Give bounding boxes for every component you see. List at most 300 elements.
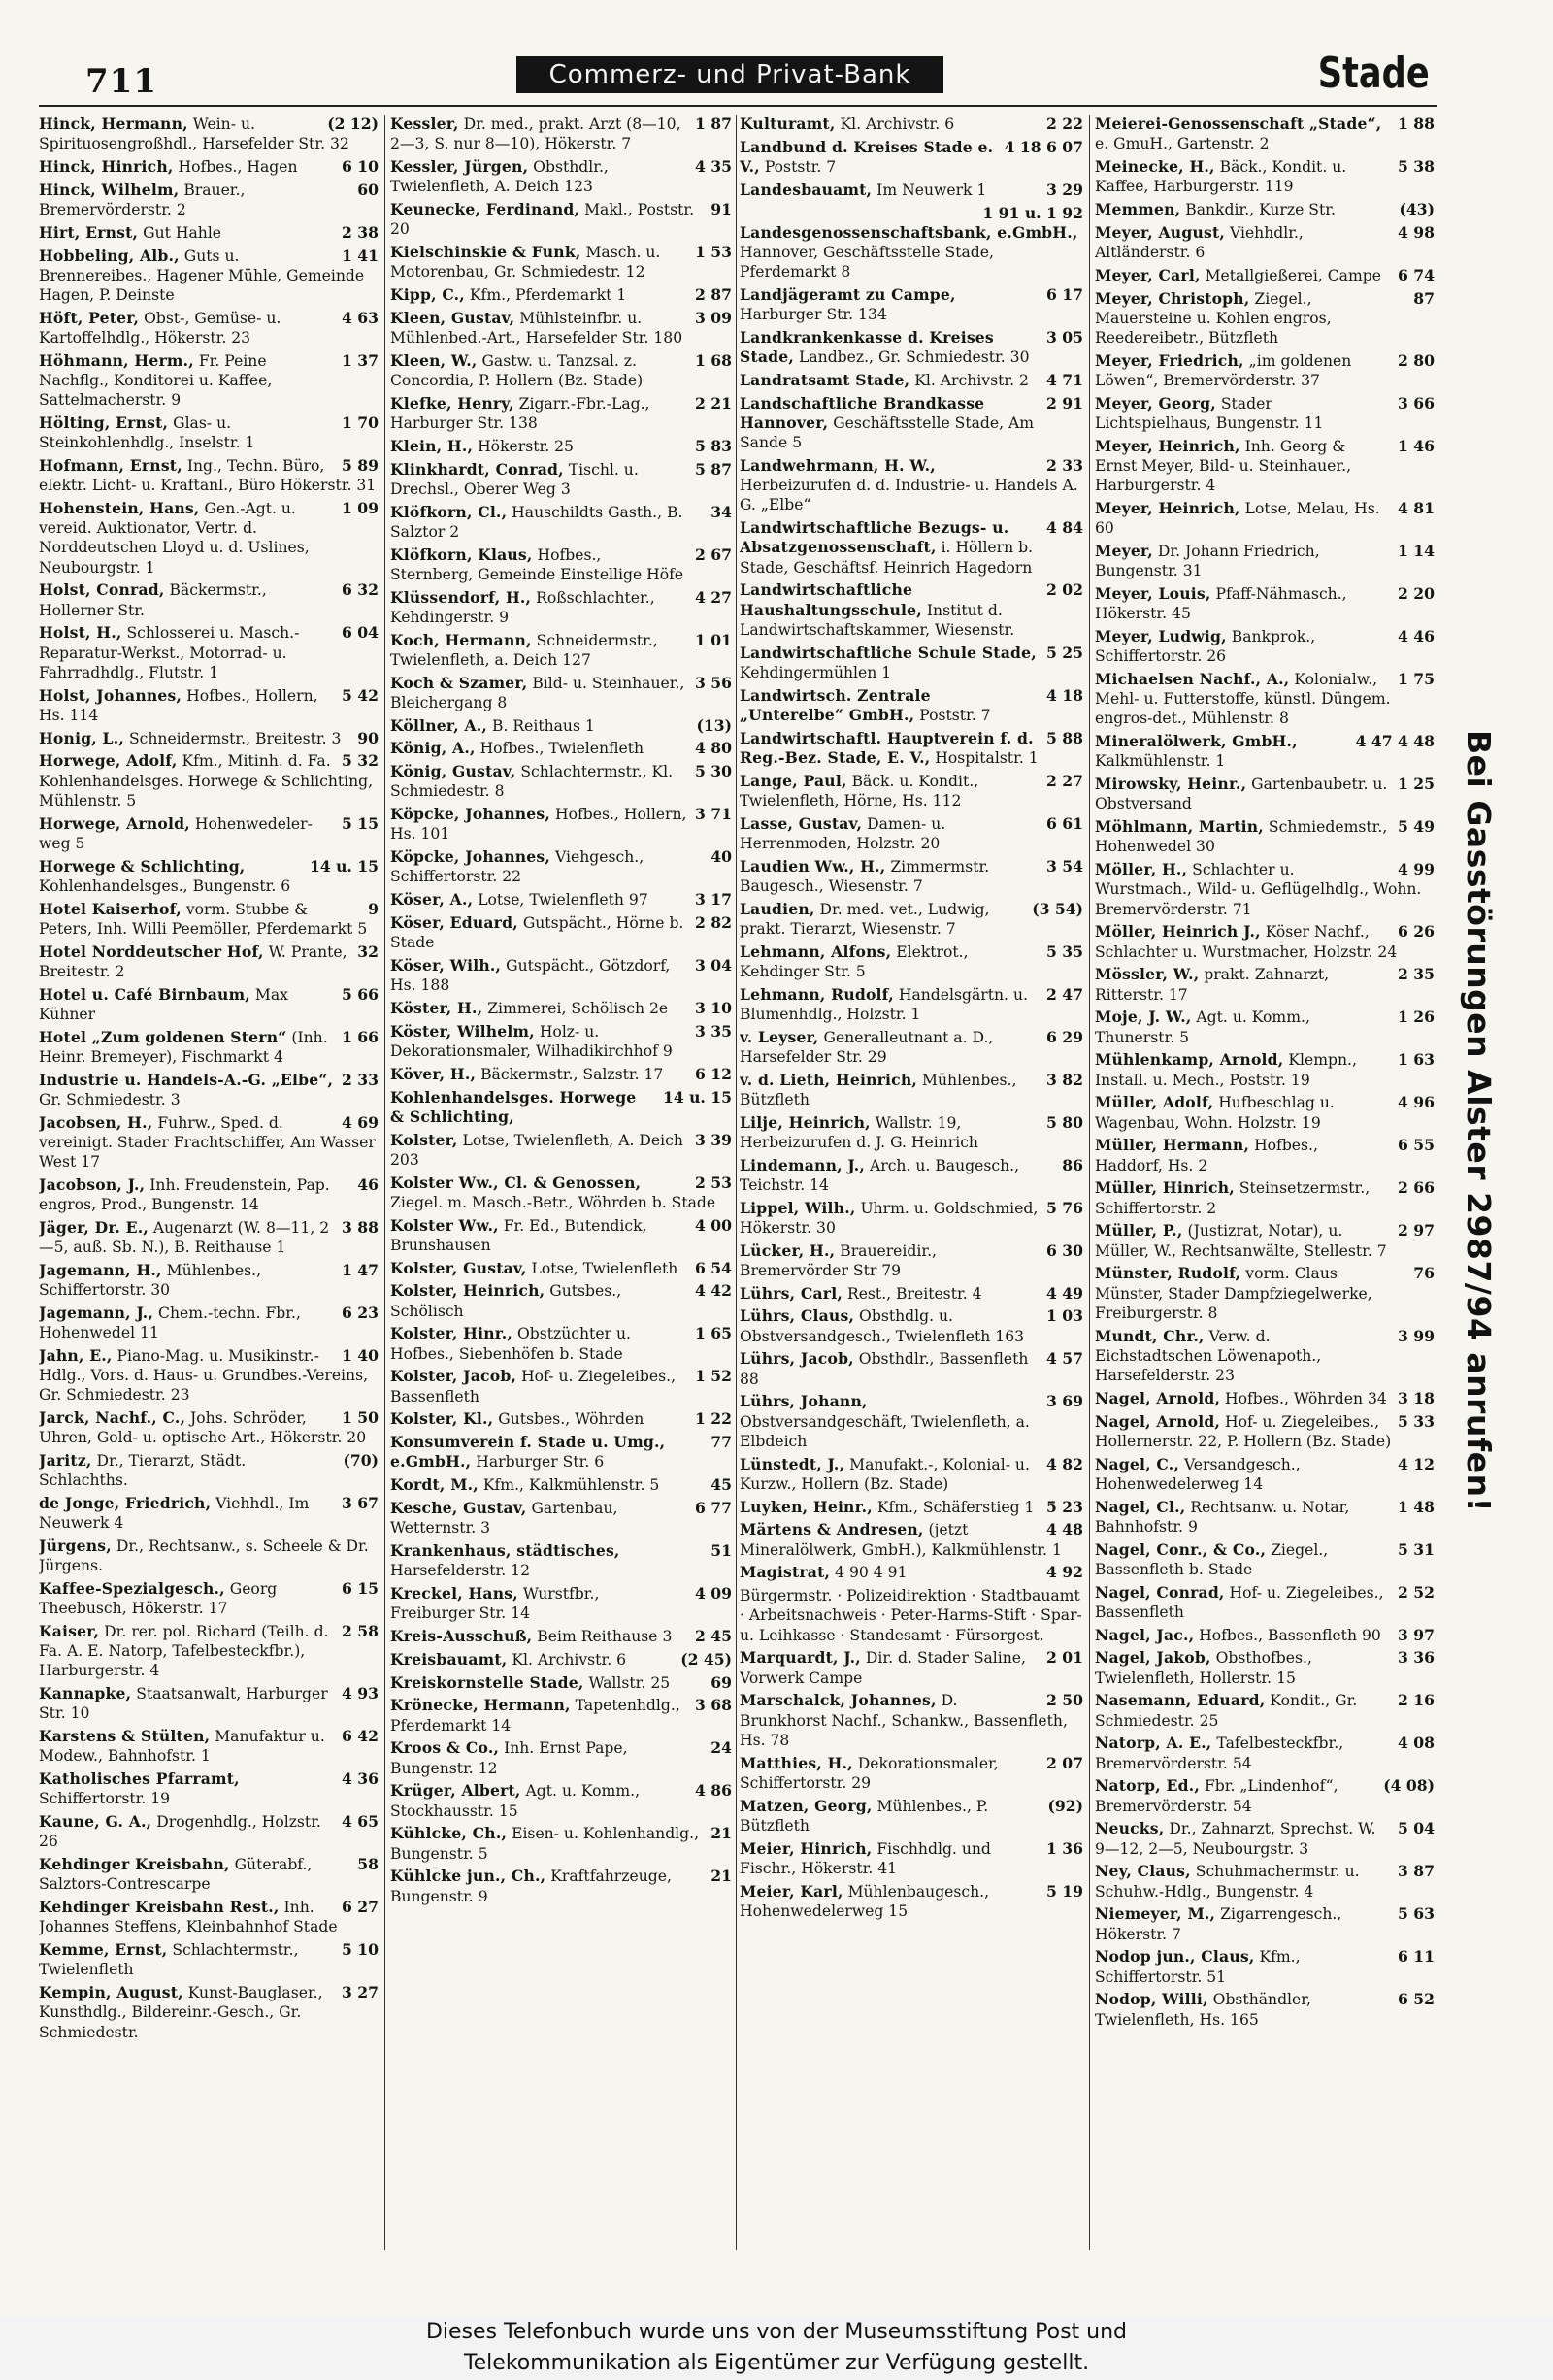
entry-name: Kolster, Gustav, xyxy=(390,1258,527,1277)
entry-details: Brauer., Bremervörderstr. 2 xyxy=(39,181,246,218)
entry-name: Kipp, C., xyxy=(390,285,465,304)
phone-number: 2 97 xyxy=(1398,1221,1435,1240)
phone-number: 4 69 xyxy=(342,1112,379,1132)
phone-number: 1 87 xyxy=(695,115,732,133)
entry-details: Hofbes., Hollern, Hs. 101 xyxy=(390,806,687,843)
phone-number: 1 14 xyxy=(1398,542,1435,560)
entry-name: Kühlcke, Ch., xyxy=(390,1824,508,1843)
entry-details: vorm. Stubbe & Peters, Inh. Willi Peemöller, Pferdemarkt 5 xyxy=(39,900,368,938)
entry-name: Lehmann, Alfons, xyxy=(740,942,892,961)
directory-entry xyxy=(39,985,379,1028)
directory-entry xyxy=(39,1346,379,1408)
entry-name: Müller, P., xyxy=(1095,1221,1183,1240)
entry-name: Kohlenhandelsges. Horwege & Schlichting, xyxy=(390,1087,637,1126)
entry-name: Kannapke, xyxy=(39,1684,132,1703)
directory-entry xyxy=(390,1499,732,1541)
phone-number: 4 98 xyxy=(1398,222,1435,242)
directory-entry xyxy=(1095,1776,1435,1819)
entry-name: Landwirtsch. Zentrale „Unterelbe“ GmbH., xyxy=(740,685,931,724)
entry-details: Kl. Archivstr. 2 xyxy=(914,372,1029,389)
entry-name: Kreiskornstelle Stade, xyxy=(390,1672,584,1692)
entry-details: Gutspächt., Götzdorf, Hs. 188 xyxy=(390,956,671,995)
directory-entry xyxy=(39,413,379,456)
directory-entry xyxy=(1095,860,1435,922)
phone-number: 3 71 xyxy=(695,805,732,824)
entry-details: Kfm., Pferdemarkt 1 xyxy=(469,286,627,304)
entry-details: Stader Lichtspielhaus, Bungenstr. 11 xyxy=(1095,394,1324,432)
directory-entry xyxy=(1095,1990,1435,2033)
directory-column-3 xyxy=(740,115,1083,2260)
entry-name: Kolster, xyxy=(390,1130,458,1149)
entry-name: Lasse, Gustav, xyxy=(740,813,863,833)
phone-number: 46 xyxy=(357,1174,379,1194)
entry-details: Kehdingermühlen 1 xyxy=(740,663,892,681)
directory-entry xyxy=(390,890,732,913)
directory-entry xyxy=(390,1475,732,1499)
entry-name: Kreis-Ausschuß, xyxy=(390,1626,533,1645)
directory-entry xyxy=(740,1648,1083,1691)
entry-details: Inh. Johannes Steffens, Kleinbahnhof Stade xyxy=(39,1899,338,1936)
entry-details: Manufakt.-, Kolonial- u. Kurzw., Hollern (Bz. Stade) xyxy=(740,1455,1030,1493)
directory-entry xyxy=(390,674,732,716)
entry-name: König, Gustav, xyxy=(390,762,516,781)
entry-details: Hauschildts Gasth., B. Salztor 2 xyxy=(390,503,683,541)
phone-number: 3 09 xyxy=(695,308,732,327)
directory-entry xyxy=(39,580,379,623)
directory-entry xyxy=(39,1983,379,2045)
entry-name: Landwirtschaftliche Bezugs- u. Absatzgenossenschaft, xyxy=(740,518,1009,557)
entry-name: Michaelsen Nachf., A., xyxy=(1095,670,1290,688)
entry-details: Roßschlachter., Kehdingerstr. 9 xyxy=(390,588,655,626)
entry-details: Agt. u. Komm., Thunerstr. 5 xyxy=(1095,1008,1310,1046)
entry-name: Kreckel, Hans, xyxy=(390,1583,518,1603)
phone-number: 5 83 xyxy=(695,436,732,455)
entry-name: Kaffee-Spezialgesch., xyxy=(39,1579,225,1599)
phone-number: 5 25 xyxy=(1046,643,1083,662)
directory-entry xyxy=(39,1684,379,1727)
entry-details: i. Höllern b. Stade, Geschäftsf. Heinrich Hagedorn xyxy=(740,539,1034,577)
entry-name: Nagel, Jac., xyxy=(1095,1625,1195,1644)
column-divider xyxy=(1089,115,1090,2250)
phone-number: 1 41 xyxy=(342,246,379,265)
directory-entry xyxy=(390,157,732,200)
phone-number: 5 31 xyxy=(1398,1539,1435,1559)
entry-name: Klein, H., xyxy=(390,436,474,455)
entry-details: vorm. Claus Münster, Stader Dampfziegelwerke, Freiburgerstr. 8 xyxy=(1095,1265,1372,1322)
entry-details: Bankdir., Kurze Str. xyxy=(1185,201,1336,218)
directory-entry xyxy=(1095,775,1435,817)
entry-name: Meierei-Genossenschaft „Stade“, xyxy=(1095,115,1382,133)
phone-number: 6 12 xyxy=(695,1064,732,1083)
entry-details: Bäck., Kondit. u. Kaffee, Harburgerstr. 119 xyxy=(1095,158,1347,196)
phone-number: 1 53 xyxy=(695,243,732,261)
directory-entry xyxy=(39,181,379,223)
entry-details: Obsthändler, Twielenfleth, Hs. 165 xyxy=(1095,1991,1311,2029)
directory-entry xyxy=(39,1218,379,1261)
phone-number: 1 75 xyxy=(1398,670,1435,688)
entry-name: Meyer, Louis, xyxy=(1095,584,1211,603)
phone-number: 87 xyxy=(1413,288,1435,308)
entry-name: Hirt, Ernst, xyxy=(39,222,139,242)
phone-number: 6 11 xyxy=(1398,1947,1435,1967)
phone-number: 4 27 xyxy=(695,587,732,607)
gas-emergency-notice: Bei Gasstörungen Alster 2987/94 anrufen! xyxy=(1460,730,1498,1513)
entry-details: Güterabf., Salztors-Contrescarpe xyxy=(39,1856,313,1894)
phone-number: 4 42 xyxy=(695,1281,732,1301)
phone-number: 5 35 xyxy=(1046,942,1083,961)
entry-details: Makl., Poststr. 20 xyxy=(390,201,695,239)
entry-details: Hannover, Geschäftsstelle Stade, Pferdemarkt 8 xyxy=(740,244,994,281)
directory-entry xyxy=(39,751,379,813)
entry-name: Landwirtschaftliche Schule Stade, xyxy=(740,643,1037,662)
phone-number: 6 15 xyxy=(342,1579,379,1599)
entry-details: Damen- u. Herrenmoden, Holzstr. 20 xyxy=(740,814,946,852)
entry-details: Schneidermstr., Twielenfleth, a. Deich 127 xyxy=(390,631,658,669)
phone-number: 6 74 xyxy=(1398,265,1435,284)
entry-details: Holz- u. Dekorationsmaler, Wilhadikirchhof 9 xyxy=(390,1022,673,1060)
entry-details: Gutsbes., Schölisch xyxy=(390,1282,622,1320)
entry-name: Köster, Wilhelm, xyxy=(390,1021,535,1041)
directory-entry xyxy=(1095,965,1435,1008)
entry-details: Guts u. Brennereibes., Hagener Mühle, Gemeinde Hagen, P. Deinste xyxy=(39,247,365,304)
phone-number: 3 69 xyxy=(1046,1392,1083,1411)
directory-entry xyxy=(390,588,732,631)
entry-name: Lührs, Claus, xyxy=(740,1306,855,1326)
directory-entry xyxy=(740,1028,1083,1071)
phone-number: 4 46 xyxy=(1398,627,1435,645)
directory-entry xyxy=(740,1691,1083,1753)
phone-number: 1 48 xyxy=(1398,1497,1435,1516)
entry-details: Glas- u. Steinkohlenhdlg., Inselstr. 1 xyxy=(39,414,255,452)
directory-entry xyxy=(390,1867,732,1909)
directory-entry xyxy=(39,1855,379,1898)
entry-name: Kaiser, xyxy=(39,1622,100,1641)
directory-entry xyxy=(1095,1389,1435,1412)
directory-entry xyxy=(39,814,379,857)
entry-details: Elektrot., Kehdinger Str. 5 xyxy=(740,942,969,980)
phone-number: 5 63 xyxy=(1398,1904,1435,1924)
entry-name: Koch & Szamer, xyxy=(390,673,528,692)
phone-number: 2 53 xyxy=(695,1173,732,1192)
directory-entry xyxy=(390,631,732,674)
directory-entry xyxy=(39,686,379,729)
phone-number: 6 04 xyxy=(342,623,379,643)
phone-number: 6 27 xyxy=(342,1898,379,1917)
entry-details: Gartenbaubetr. u. Obstversand xyxy=(1095,776,1388,813)
entry-name: Kolster, Jacob, xyxy=(390,1367,517,1386)
entry-name: Nagel, Conrad, xyxy=(1095,1582,1225,1602)
entry-details: Dr. Johann Friedrich, Bungenstr. 31 xyxy=(1095,543,1320,580)
directory-entry xyxy=(740,1586,1083,1648)
directory-entry xyxy=(740,456,1083,518)
phone-number: 2 38 xyxy=(342,222,379,242)
phone-number: 2 33 xyxy=(342,1070,379,1089)
phone-number: 2 87 xyxy=(695,285,732,304)
directory-entry xyxy=(390,1673,732,1697)
directory-entry xyxy=(390,1088,732,1131)
entry-details: Ziegel., Bassenfleth b. Stade xyxy=(1095,1540,1329,1578)
entry-details: Metallgießerei, Campe xyxy=(1205,266,1381,284)
directory-entry xyxy=(39,1898,379,1940)
directory-entry xyxy=(740,1156,1083,1199)
entry-details: Hufbeschlag u. Wagenbau, Wohn. Holzstr. 19 xyxy=(1095,1094,1335,1132)
entry-details: Fbr. „Lindenhof“, Bremervörderstr. 54 xyxy=(1095,1777,1338,1815)
entry-details: Zimmerei, Schölisch 2e xyxy=(487,999,669,1017)
phone-number: 5 19 xyxy=(1046,1881,1083,1901)
entry-details: Pfaff-Nähmasch., Hökerstr. 45 xyxy=(1095,585,1347,623)
phone-number: 5 33 xyxy=(1398,1411,1435,1431)
directory-entry xyxy=(1095,1178,1435,1221)
directory-entry xyxy=(39,1451,379,1494)
entry-details: Agt. u. Komm., Stockhausstr. 15 xyxy=(390,1782,641,1820)
directory-entry xyxy=(390,1696,732,1738)
directory-entry xyxy=(740,1498,1083,1521)
entry-name: Köpcke, Johannes, xyxy=(390,805,551,824)
phone-number: 1 47 xyxy=(342,1260,379,1279)
entry-name: Nagel, C., xyxy=(1095,1454,1179,1473)
phone-number: 6 32 xyxy=(342,580,379,600)
entry-name: Kroos & Co., xyxy=(390,1738,500,1758)
entry-name: Nodop, Willi, xyxy=(1095,1990,1208,2009)
entry-details: (Inh. Heinr. Bremeyer), Fischmarkt 4 xyxy=(39,1028,328,1066)
directory-entry xyxy=(390,716,732,740)
directory-entry xyxy=(39,247,379,309)
directory-entry xyxy=(390,1259,732,1282)
entry-name: Luyken, Heinr., xyxy=(740,1497,873,1516)
entry-name: Meyer, Heinrich, xyxy=(1095,499,1240,517)
directory-entry xyxy=(39,157,379,181)
entry-name: Hölting, Ernst, xyxy=(39,413,169,432)
phone-number: 5 30 xyxy=(695,762,732,781)
entry-name: Horwege, Arnold, xyxy=(39,813,190,833)
directory-entry xyxy=(39,1769,379,1812)
directory-entry xyxy=(1095,1498,1435,1540)
phone-number: 91 xyxy=(710,200,732,218)
entry-details: Lotse, Twielenfleth, A. Deich 203 xyxy=(390,1131,683,1169)
entry-name: Hinck, Hinrich, xyxy=(39,157,174,176)
directory-entry xyxy=(390,847,732,890)
phone-number: 3 18 xyxy=(1398,1388,1435,1407)
phone-number: 1 88 xyxy=(1398,115,1435,133)
entry-name: Hinck, Wilhelm, xyxy=(39,180,180,199)
entry-name: Kemme, Ernst, xyxy=(39,1940,168,1960)
entry-name: de Jonge, Friedrich, xyxy=(39,1494,212,1513)
phone-number: 2 01 xyxy=(1046,1648,1083,1668)
phone-number: 3 29 xyxy=(1046,180,1083,199)
entry-details: Kondit., Gr. Schmiedestr. 25 xyxy=(1095,1692,1358,1730)
entry-name: Jagemann, H., xyxy=(39,1260,162,1279)
phone-number: 2 45 xyxy=(695,1626,732,1645)
directory-entry xyxy=(390,1650,732,1673)
entry-details: Gastw. u. Tanzsal. z. Concordia, P. Hollern (Bz. Stade) xyxy=(390,351,644,389)
directory-entry xyxy=(390,1065,732,1088)
phone-number: 2 22 xyxy=(1046,115,1083,133)
phone-number: 3 05 xyxy=(1046,328,1083,347)
entry-details: Beim Reithause 3 xyxy=(537,1627,673,1645)
directory-entry xyxy=(1095,1819,1435,1862)
entry-name: Lührs, Jacob, xyxy=(740,1349,854,1369)
entry-name: Meyer, Carl, xyxy=(1095,265,1201,284)
directory-entry xyxy=(1095,1904,1435,1947)
phone-number: 1 25 xyxy=(1398,775,1435,794)
entry-details: Bäck. u. Kondit., Twielenfleth, Hörne, Hs. 112 xyxy=(740,772,979,810)
directory-entry xyxy=(39,623,379,685)
entry-details: Verw. d. Eichstadtschen Löwenapoth., Harsefelderstr. 23 xyxy=(1095,1327,1322,1385)
entry-name: Memmen, xyxy=(1095,200,1181,218)
phone-number: 1 68 xyxy=(695,350,732,370)
directory-entry xyxy=(740,328,1083,371)
entry-details: Bankprok., Schiffertorstr. 26 xyxy=(1095,628,1316,666)
entry-details: Staatsanwalt, Harburger Str. 10 xyxy=(39,1685,328,1723)
entry-name: Möhlmann, Martin, xyxy=(1095,817,1264,837)
entry-name: Mineralölwerk, GmbH., xyxy=(1095,732,1298,751)
directory-entry xyxy=(390,999,732,1022)
entry-name: Meinecke, H., xyxy=(1095,157,1215,176)
entry-details: Dir. d. Stader Saline, Vorwerk Campe xyxy=(740,1649,1026,1687)
entry-details: Kohlenhandelsges., Bungenstr. 6 xyxy=(39,876,291,895)
phone-number: 4 99 xyxy=(1398,860,1435,879)
entry-name: Landwehrmann, H. W., xyxy=(740,456,936,475)
entry-details: Kunst-Bauglaser., Kunsthdlg., Bildereinr.-Gesch., Gr. Schmiedestr. xyxy=(39,1984,323,2041)
phone-number: 4 82 xyxy=(1046,1454,1083,1473)
phone-number: 2 52 xyxy=(1398,1582,1435,1602)
entry-details: Bäckermstr., Salzstr. 17 xyxy=(480,1065,664,1083)
phone-number: 5 88 xyxy=(1046,728,1083,747)
entry-details: Schlachtermstr., Kl. Schmiedestr. 8 xyxy=(390,763,674,801)
phone-number: 3 39 xyxy=(695,1130,732,1149)
entry-name: Laudien, xyxy=(740,899,815,918)
phone-number: 1 36 xyxy=(1046,1838,1083,1858)
directory-entry xyxy=(740,1563,1083,1586)
directory-entry xyxy=(390,351,732,394)
entry-details: Chem.-techn. Fbr., Hohenwedel 11 xyxy=(39,1304,301,1342)
entry-details: Hospitalstr. 1 xyxy=(935,748,1039,767)
directory-entry xyxy=(39,1175,379,1218)
entry-name: Niemeyer, M., xyxy=(1095,1904,1216,1924)
entry-name: Meyer, Georg, xyxy=(1095,393,1216,413)
entry-name: Jäger, Dr. E., xyxy=(39,1217,149,1237)
phone-number: 14 u. 15 xyxy=(309,856,379,876)
phone-number: 58 xyxy=(357,1855,379,1874)
entry-details: Bild- u. Steinhauer., Bleichergang 8 xyxy=(390,674,685,711)
phone-number: 1 63 xyxy=(1398,1050,1435,1070)
entry-details: Gutsbes., Wöhrden xyxy=(498,1410,644,1429)
entry-details: Hof- u. Ziegeleibes., Bassenfleth xyxy=(1095,1583,1384,1621)
directory-entry xyxy=(740,1797,1083,1839)
directory-entry xyxy=(1095,223,1435,266)
entry-name: Jahn, E., xyxy=(39,1345,113,1365)
directory-entry xyxy=(740,772,1083,814)
entry-details: Obstversandgeschäft, Twielenfleth, a. Elbdeich xyxy=(740,1412,1030,1450)
entry-details: Poststr. 7 xyxy=(919,706,991,724)
phone-number: 51 xyxy=(710,1540,732,1560)
directory-entry xyxy=(39,1537,379,1579)
entry-name: Kessler, Jürgen, xyxy=(390,157,529,176)
entry-name: Landratsamt Stade, xyxy=(740,371,910,389)
directory-entry xyxy=(390,1627,732,1650)
entry-details: Bäckermstr., Hollerner Str. xyxy=(39,581,267,619)
directory-entry xyxy=(390,1738,732,1781)
directory-entry xyxy=(740,1113,1083,1156)
entry-details: Ziegel. m. Masch.-Betr., Wöhrden b. Stade xyxy=(390,1193,716,1211)
entry-name: Köpcke, Johannes, xyxy=(390,847,551,867)
entry-details: Steinsetzermstr., Schiffertorstr. 2 xyxy=(1095,1179,1371,1217)
entry-details: Handelsgärtn. u. Blumenhdlg., Holzstr. 1 xyxy=(740,985,1028,1023)
entry-details: Gen.-Agt. u. vereid. Auktionator, Vertr. d. Norddeutschen Lloyd u. d. Uslines, Neubourgstr. 1 xyxy=(39,500,310,577)
directory-entry xyxy=(39,857,379,900)
entry-details: „im goldenen Löwen“, Bremervörderstr. 37 xyxy=(1095,351,1352,389)
directory-entry xyxy=(1095,1648,1435,1691)
directory-entry xyxy=(1095,542,1435,584)
entry-name: v. d. Lieth, Heinrich, xyxy=(740,1070,918,1089)
directory-entry xyxy=(39,1113,379,1175)
entry-details: Inh. Ernst Pape, Bungenstr. 12 xyxy=(390,1739,628,1777)
entry-name: Natorp, Ed., xyxy=(1095,1776,1200,1796)
entry-details: Mühlsteinfbr. u. Mühlenbed.-Art., Harsefelder Str. 180 xyxy=(390,309,683,347)
entry-name: Matzen, Georg, xyxy=(740,1796,873,1815)
phone-number: 5 76 xyxy=(1046,1198,1083,1217)
entry-details: Kalkmühlenstr. 1 xyxy=(1095,752,1226,771)
entry-details: Schiffertorstr. 19 xyxy=(39,1790,171,1808)
phone-number: 1 37 xyxy=(342,350,379,370)
entry-details: (Justizrat, Notar), u. Müller, W., Rechtsanwälte, Stellestr. 7 xyxy=(1095,1222,1387,1260)
directory-entry xyxy=(390,1781,732,1824)
directory-entry xyxy=(390,1131,732,1173)
entry-name: Höft, Peter, xyxy=(39,308,140,327)
directory-entry xyxy=(390,805,732,847)
phone-number: 5 49 xyxy=(1398,817,1435,837)
phone-number: (13) xyxy=(696,715,732,735)
entry-details: Augenarzt (W. 8—11, 2—5, auß. Sb. N.), B. Reithause 1 xyxy=(39,1218,330,1257)
entry-name: Koch, Hermann, xyxy=(390,630,532,649)
directory-entry xyxy=(1095,1327,1435,1389)
phone-number: 40 xyxy=(710,847,732,867)
phone-number: 6 10 xyxy=(342,157,379,176)
directory-entry xyxy=(1095,1583,1435,1626)
entry-name: Klöfkorn, Cl., xyxy=(390,502,508,521)
phone-number: 4 84 xyxy=(1046,518,1083,538)
directory-entry xyxy=(390,1022,732,1065)
entry-details: Gut Hahle xyxy=(143,223,222,242)
directory-entry xyxy=(740,1520,1083,1563)
entry-name: Lührs, Johann, xyxy=(740,1392,868,1411)
entry-name: Lücker, H., xyxy=(740,1240,836,1260)
entry-name: Kaune, G. A., xyxy=(39,1812,152,1832)
phone-number: 1 65 xyxy=(695,1324,732,1343)
entry-details: Kfm., Mitinh. d. Fa. Kohlenhandelsges. Horwege & Schlichting, Mühlenstr. 5 xyxy=(39,752,374,810)
directory-entry xyxy=(390,1433,732,1475)
phone-number: 1 66 xyxy=(342,1027,379,1046)
entry-name: Kolster, Kl., xyxy=(390,1409,494,1429)
directory-entry xyxy=(740,1306,1083,1349)
phone-number: 24 xyxy=(710,1738,732,1758)
directory-entry xyxy=(1095,1264,1435,1326)
entry-name: Möller, H., xyxy=(1095,860,1188,879)
entry-name: Landwirtschaftliche Haushaltungsschule, xyxy=(740,580,922,619)
phone-number: 4 80 xyxy=(695,739,732,758)
entry-details: Mühlenbes., Schiffertorstr. 30 xyxy=(39,1261,262,1300)
entry-details: Ing., Techn. Büro, elektr. Licht- u. Kraftanl., Büro Hökerstr. 31 xyxy=(39,457,377,495)
directory-entry xyxy=(390,503,732,545)
phone-number: 5 32 xyxy=(342,751,379,771)
phone-number: 5 38 xyxy=(1398,157,1435,176)
phone-number: 1 91 u. 1 92 xyxy=(982,203,1083,222)
entry-details: Uhrm. u. Goldschmied, Hökerstr. 30 xyxy=(740,1199,1039,1237)
entry-details: Harburger Str. 6 xyxy=(476,1453,605,1471)
phone-number: 3 04 xyxy=(695,955,732,975)
phone-number: 90 xyxy=(357,728,379,747)
phone-number: 1 70 xyxy=(342,413,379,432)
